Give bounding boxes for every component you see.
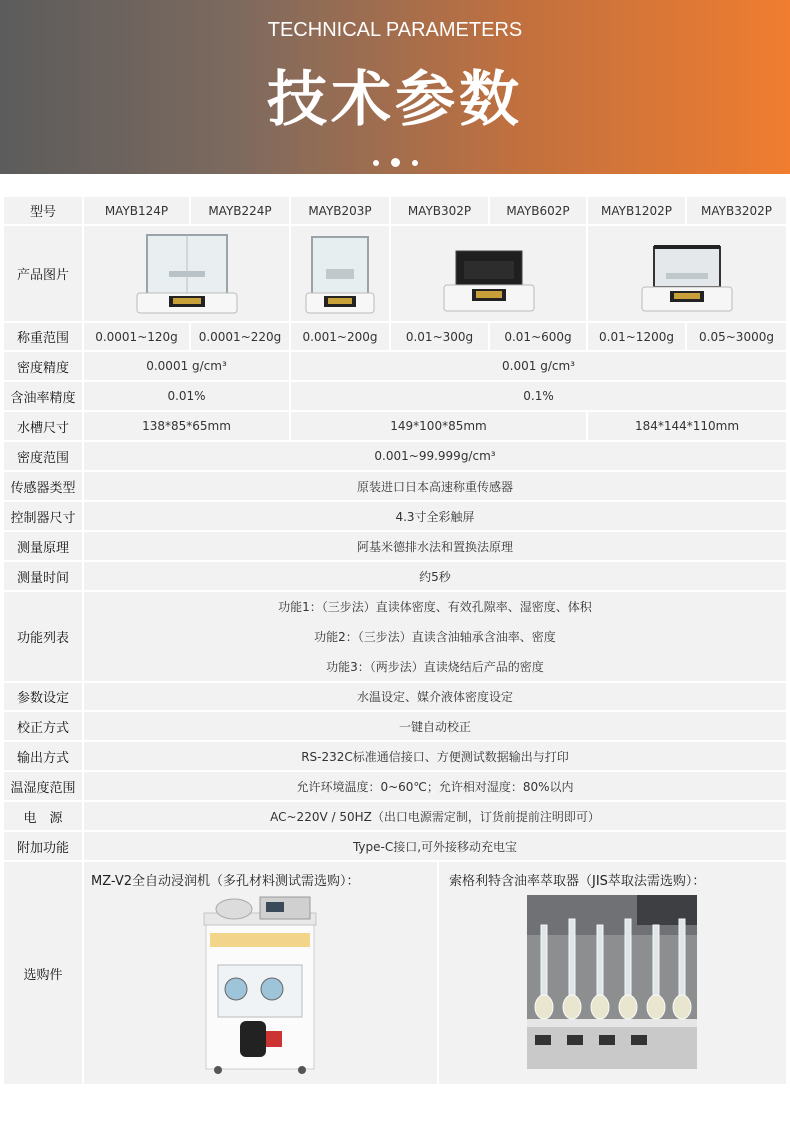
oil-precision-cell: 0.1%: [291, 382, 786, 410]
balance-glass-image: [127, 231, 247, 317]
product-image-cell: [84, 226, 289, 321]
density-precision-cell: 0.001 g/cm³: [291, 352, 786, 380]
dot: [373, 160, 379, 166]
hero-title-en: TECHNICAL PARAMETERS: [267, 19, 523, 41]
functions-list: [84, 592, 786, 681]
label-image: 产品图片: [4, 226, 82, 321]
dot: [391, 158, 400, 167]
option-title-extractor: 索格利特含油率萃取器（JIS萃取法需选购）：: [449, 874, 706, 889]
label-options: 选购件: [4, 862, 82, 1084]
tank-size-cell: 138*85*65mm: [84, 412, 289, 440]
oil-precision-cell: 0.01%: [84, 382, 289, 410]
hero-dots: [0, 152, 790, 171]
controller-value: 4.3寸全彩触屏: [84, 502, 786, 530]
temp-humidity-value: 允许环境温度：0~60℃；允许相对湿度：80%以内: [84, 772, 786, 800]
hero-title-cn: 技术参数: [267, 65, 523, 135]
function-item: 功能3：（两步法）直读烧结后产品的密度: [326, 659, 544, 674]
label-tank-size: 水槽尺寸: [4, 412, 82, 440]
function-item: 功能2：（三步法）直读含油轴承含油率、密度: [314, 629, 556, 644]
label-extra: 附加功能: [4, 832, 82, 860]
product-image-cell: [391, 226, 586, 321]
label-output: 输出方式: [4, 742, 82, 770]
hero-banner: [0, 0, 790, 174]
tank-size-cell: 149*100*85mm: [291, 412, 586, 440]
model-cell: MAYB1202P: [588, 197, 685, 224]
density-range-value: 0.001~99.999g/cm³: [84, 442, 786, 470]
label-controller: 控制器尺寸: [4, 502, 82, 530]
dot: [412, 160, 418, 166]
balance-frame-image: [632, 231, 742, 317]
model-cell: MAYB203P: [291, 197, 389, 224]
output-value: RS-232C标准通信接口、方便测试数据输出与打印: [84, 742, 786, 770]
balance-black-tank-image: [434, 231, 544, 317]
range-cell: 0.001~200g: [291, 323, 389, 350]
label-model: 型号: [4, 197, 82, 224]
power-value: AC~220V / 50HZ（出口电源需定制，订货前提前注明即可）: [84, 802, 786, 830]
label-range: 称重范围: [4, 323, 82, 350]
range-cell: 0.0001~120g: [84, 323, 189, 350]
model-cell: MAYB602P: [490, 197, 586, 224]
tank-size-cell: 184*144*110mm: [588, 412, 786, 440]
label-sensor: 传感器类型: [4, 472, 82, 500]
soxhlet-extractor-image: [527, 895, 697, 1069]
range-cell: 0.01~1200g: [588, 323, 685, 350]
label-temp-humidity: 温湿度范围: [4, 772, 82, 800]
label-time: 测量时间: [4, 562, 82, 590]
label-power: 电 源: [4, 802, 82, 830]
model-cell: MAYB124P: [84, 197, 189, 224]
balance-glass-image: [300, 231, 380, 317]
label-calibration: 校正方式: [4, 712, 82, 740]
label-density-range: 密度范围: [4, 442, 82, 470]
range-cell: 0.05~3000g: [687, 323, 786, 350]
label-functions: 功能列表: [4, 592, 82, 681]
params-value: 水温设定、媒介液体密度设定: [84, 683, 786, 710]
range-cell: 0.01~600g: [490, 323, 586, 350]
label-density-precision: 密度精度: [4, 352, 82, 380]
function-item: 功能1：（三步法）直读体密度、有效孔隙率、湿密度、体积: [278, 599, 592, 614]
range-cell: 0.0001~220g: [191, 323, 289, 350]
product-image-cell: [291, 226, 389, 321]
option-title-immersion: MZ-V2全自动浸润机（多孔材料测试需选购）：: [91, 874, 360, 889]
model-cell: MAYB302P: [391, 197, 488, 224]
principle-value: 阿基米德排水法和置换法原理: [84, 532, 786, 560]
sensor-value: 原装进口日本高速称重传感器: [84, 472, 786, 500]
label-oil-precision: 含油率精度: [4, 382, 82, 410]
calibration-value: 一键自动校正: [84, 712, 786, 740]
model-cell: MAYB3202P: [687, 197, 786, 224]
immersion-machine-image: [200, 893, 320, 1075]
density-precision-cell: 0.0001 g/cm³: [84, 352, 289, 380]
time-value: 约5秒: [84, 562, 786, 590]
range-cell: 0.01~300g: [391, 323, 488, 350]
model-cell: MAYB224P: [191, 197, 289, 224]
extra-value: Type-C接口,可外接移动充电宝: [84, 832, 786, 860]
label-principle: 测量原理: [4, 532, 82, 560]
product-image-cell: [588, 226, 786, 321]
label-params: 参数设定: [4, 683, 82, 710]
